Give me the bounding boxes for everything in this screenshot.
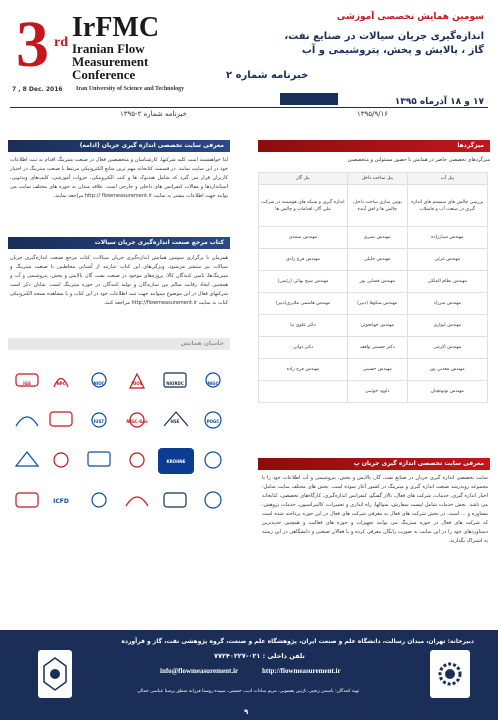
gear-icon — [435, 656, 465, 692]
newsletter-sub-label: خبرنامه شماره ۲-۱۳۹۵ — [120, 110, 187, 118]
section-sponsors-title: حامیان همایش — [8, 338, 230, 350]
table-row — [259, 249, 488, 271]
table-cell: مهندس میرزاد — [407, 293, 487, 315]
section-panels-title: میزگردها — [258, 140, 490, 152]
sponsor-logo: NIORDC — [166, 380, 184, 386]
table-cell: مهندس لیواری — [407, 315, 487, 337]
table-row — [259, 315, 488, 337]
conference-logo-title: IrFMC Iranian Flow Measurement Conference — [72, 12, 160, 82]
table-row — [259, 381, 488, 403]
sponsor-logo: NIGC-Gas — [126, 418, 148, 424]
table-subheader-cell: بومی سازی ساخت داخل، چالش ها و افق آینده — [347, 185, 407, 227]
table-row — [259, 293, 488, 315]
site-intro-continued-text: لذا خواهشمند است کلیه شرکتها، کارشناسان و متخصصین فعال در صنعت میترینگ اقدام به ثبت اطلاعات خود در این سایت نمایند. در قسمت کتابخانه مهم ترین منابع الکترونیکی مرتبط با صنعت میترینگ در اختیار کاربران قرار می گیرد که شامل هندبوک ها و کتب الکترونیکی، جزوات آموزشی، کلیپ‌های ویدئویی، استانداردها و مقالات کنفرانس های داخلی و خارجی است. علاقه مندان به حوزه های مختلف سایت می توانند جهت اطلاعات بیشتر به سایت http:// flowmeasurement.ir مراجعه نمایند. — [10, 157, 228, 199]
table-cell: دکتر حسینی واقف — [347, 337, 407, 359]
sponsor-logo: HSE — [170, 418, 180, 424]
table-cell: مهندس معدنی پور — [407, 359, 487, 381]
section-site-intro-title: معرفی سایت تخصصی اندازه گیری جریان پ — [258, 458, 490, 470]
table-cell: مهندس توتونچیان — [407, 381, 487, 403]
reference-book-text: همزمان با برگزاری سومین همایش اندازه‌گیری جریان سیالات، کتاب مرجع صنعت اندازه‌گیری جریان سیالات نیز منتشر می‌شود. ویژگی‌های این کتاب عبارتند از آشنایی مخاطبین با صنعت میترینگ و میترینگ‌ها، تامین کنندگان کالا، پروژه‌های موجود در صنعت نفت، گاز، پالایش و پخش، پتروشیمی و آب و همچنین ایجاد رقابت سالم بین سازندگان و تولید کنندگان در حوزه میترینگ است. شایان ذکر است شرکتهای فعال در این موضوع میتوانند جهت ثبت اطلاعات خود در این کتاب و یا مشاهده نسخه الکترونیکی کتاب به سایت http://flowmeasurement.ir مراجعه کنند. — [10, 255, 228, 306]
header-divider — [10, 107, 488, 108]
table-header-cell: پنل گاز — [259, 173, 348, 185]
table-cell: دکتر علوی نیا — [259, 315, 348, 337]
iust-logo-icon — [42, 656, 68, 692]
panels-intro: میزگردهای تخصصی حاضر در همایش با حضور مسئولین و متخصصین — [347, 157, 490, 163]
site-intro-text: سایت تخصصی اندازه گیری جریان در صنایع نفت، گاز، پالایش و پخش، پتروشیمی و آب اطلاعات خود را با مجموعه روبه‌رشد صنعت اندازه گیری و میترینگ در کشور آغاز نموده است. بخش های مختلف سایت شامل: اخبار اندازه گیری، خدمات، شرکت های فعال، تالار گفتگو، کنفرانس اندازه‌گیری، کارگاه‌های تخصصی، کتابخانه می باشد. بخش خدمات شامل لیست سفارش، سوالها، راه اندازی و تعمیرات، کالیبراسیون، خدمات پژوهش، مشاوره و ... است. در بخش شرکت های فعال به معرفی شرکت های فعال در این حوزه پرداخته شده است که شرکت های فعال در حوزه میترینگ می توانند تجهیزات و حوزه های فعالیت و همچنین جدیدترین دستاوردهای خود را در این سایت به صورت رایگان معرفی کرده و با فعالان صنعتی و دانشگاهی در این زمینه به اشتراک بگذارند. — [262, 475, 488, 544]
research-institute-logo — [430, 650, 470, 698]
table-cell: مهندس شیخ بهائی (رئیس) — [259, 271, 348, 293]
table-cell: دکتر دوانی — [259, 337, 348, 359]
section-site-intro-continued-title: معرفی سایت تخصصی اندازه گیری جریان (ادامه) — [8, 140, 230, 152]
table-subheader-cell: اندازه گیری و شبکه های هوشمند در شرکت ملی گاز، اقدامات و چالش ها — [259, 185, 348, 227]
table-cell: مهندس اکرمی — [407, 337, 487, 359]
sponsor-logo: NPC — [56, 380, 66, 386]
newsletter-number: خبرنامه شماره ۲ — [226, 70, 309, 81]
table-header-row — [259, 173, 488, 185]
table-row — [259, 359, 488, 381]
table-header-cell: پنل آب — [407, 173, 487, 185]
table-cell: مهندس فرج زادی — [259, 249, 348, 271]
logo-university: Iran University of Science and Technology — [76, 86, 185, 92]
table-cell: مهندس غزلی — [407, 249, 487, 271]
table-cell: مهندس نظام الملکی — [407, 271, 487, 293]
footer-website[interactable]: http://flowmeasurement.ir — [262, 667, 341, 675]
table-cell: مهندس سیارزاده — [407, 227, 487, 249]
sponsor-logo-krohne: KROHNE — [158, 448, 194, 474]
conference-subtitle-fa: اندازه‌گیری جریان سیالات در صنایع نفت، گاز ، پالایش و پخش، پتروشیمی و آب — [284, 31, 484, 56]
footer-editors: تهیه کنندگان: یاسمن زنجیر، نازنین یعسوبی، مریم سادات ادیب حسینی، سپیده روستا فرزانه منطق پرستا عباسی جمالی — [136, 689, 360, 694]
logo-date: 7 , 8 Dec. 2016 — [12, 86, 63, 93]
table-cell: مهندس هاشمی ملایری(دبیر) — [259, 293, 348, 315]
table-cell: مهندس فرج زاده — [259, 359, 348, 381]
page-number: ۹ — [244, 708, 249, 716]
conference-date: ۱۷ و ۱۸ آذرماه ۱۳۹۵ — [394, 97, 484, 107]
table-subheader-row — [259, 185, 488, 227]
footer-phone: تلفن داخلی : ۰۲۱-۷۷۲۴۰۲۲۷ — [214, 652, 305, 660]
table-cell: مهندس شکوفا (دبیر) — [347, 293, 407, 315]
table-cell: داوود خوئینی — [347, 381, 407, 403]
sponsor-logo: IGS — [23, 380, 31, 386]
sponsor-logo: POGC — [206, 418, 220, 424]
footer-email[interactable]: info@flowmeasurement.ir — [160, 667, 239, 675]
conference-title-fa: سومین همایش تخصصی آموزشی — [336, 12, 484, 22]
table-cell: مهندس صمدی — [259, 227, 348, 249]
table-header-cell: پنل ساخت داخل — [347, 173, 407, 185]
table-cell — [259, 381, 348, 403]
table-cell: مهندس قضایی پور — [347, 271, 407, 293]
page-footer — [0, 630, 498, 720]
sponsor-logo: IOOC — [131, 380, 143, 386]
table-cell: مهندس جهانجوئی — [347, 315, 407, 337]
header-accent-block — [280, 93, 338, 105]
sponsor-logo-shapes — [8, 368, 230, 546]
sponsor-logo: IUST — [93, 418, 105, 424]
table-subheader-cell: بررسی چالش های سیستم های اندازه گیری در صنعت آب و فاضلاب — [407, 185, 487, 227]
table-row — [259, 271, 488, 293]
page-header — [0, 0, 498, 120]
panel-members-table — [258, 172, 488, 403]
section-reference-book-title: کتاب مرجع صنعت اندازه‌گیری جریان سیالات — [8, 237, 230, 249]
sponsor-logo-icfd: ICFD — [53, 497, 69, 505]
sponsor-logo: NIOC — [93, 380, 105, 386]
issue-date: ۱۳۹۵/۹/۱۶ — [356, 110, 388, 118]
table-row — [259, 337, 488, 359]
table-cell: مهندس خلیلی — [347, 249, 407, 271]
conference-logo-number: 3 rd — [16, 8, 68, 81]
table-row — [259, 227, 488, 249]
table-cell: مهندس حسینی — [347, 359, 407, 381]
sponsor-logo: NIGC — [207, 380, 219, 386]
iust-logo — [38, 650, 72, 698]
footer-address: دبیرخانه: تهران، میدان رسالت، دانشگاه علم و صنعت ایران، پژوهشگاه علم و صنعت، گروه پژوهشی نفت، گاز و فرآورده — [121, 638, 474, 645]
table-cell: مهندس نصری — [347, 227, 407, 249]
